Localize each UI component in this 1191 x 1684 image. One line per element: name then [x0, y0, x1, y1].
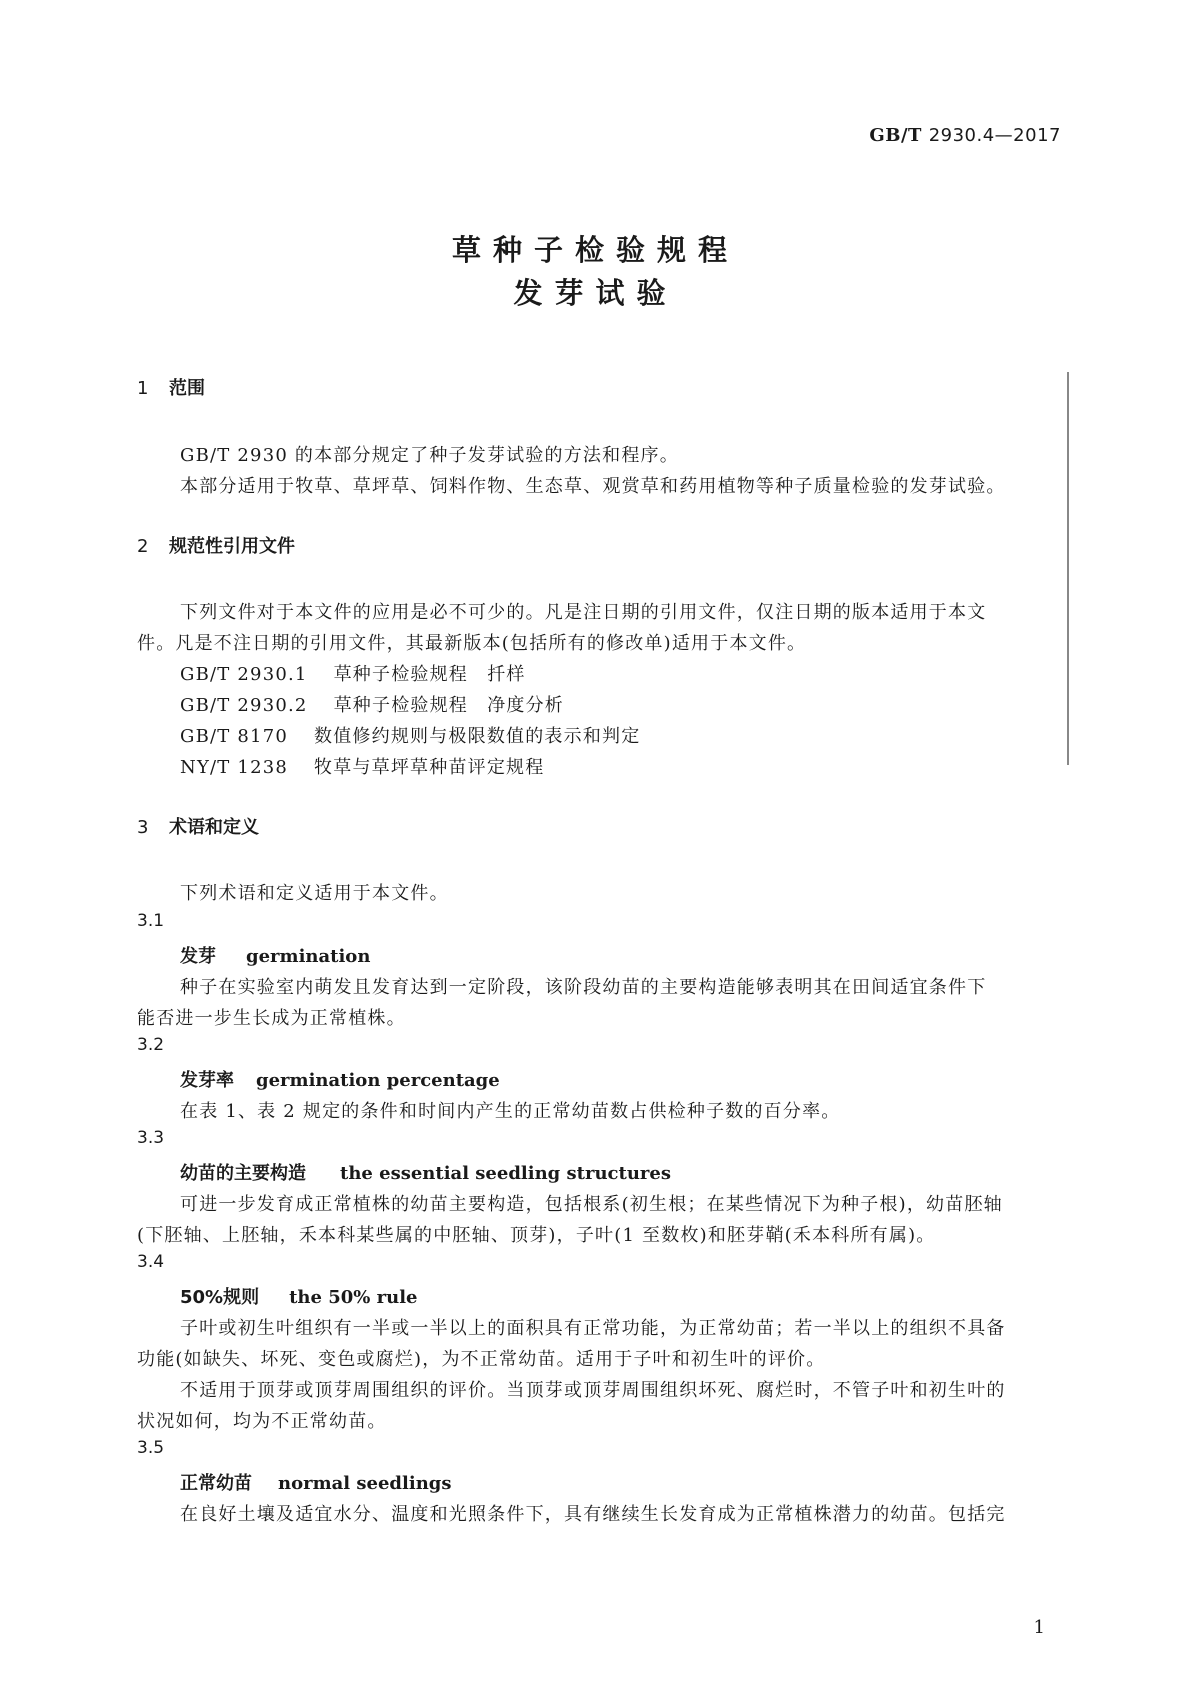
- reference-item: GB/T 2930.1 草种子检验规程 扦样: [180, 664, 526, 685]
- clause-number: 3.1: [137, 911, 165, 931]
- reference-item: GB/T 2930.2 草种子检验规程 净度分析: [180, 695, 564, 716]
- definition: 在表 1、表 2 规定的条件和时间内产生的正常幼苗数占供检种子数的百分率。: [180, 1101, 841, 1122]
- paragraph: GB/T 2930 的本部分规定了种子发芽试验的方法和程序。: [180, 445, 679, 466]
- section-heading-3: 3 术语和定义: [137, 817, 259, 838]
- paragraph: 本部分适用于牧草、草坪草、饲料作物、生态草、观赏草和药用植物等种子质量检验的发芽试验。: [180, 476, 1006, 497]
- definition: 功能(如缺失、坏死、变色或腐烂)，为不正常幼苗。适用于子叶和初生叶的评价。: [137, 1349, 826, 1370]
- section-heading-1: 1 范围: [137, 378, 205, 399]
- clause-number: 3.5: [137, 1438, 165, 1458]
- clause-number: 3.3: [137, 1128, 165, 1148]
- definition: 子叶或初生叶组织有一半或一半以上的面积具有正常功能，为正常幼苗；若一半以上的组织不具备: [180, 1318, 1006, 1339]
- document-subtitle: 发芽试验: [513, 276, 678, 310]
- definition: 可进一步发育成正常植株的幼苗主要构造，包括根系(初生根；在某些情况下为种子根)，幼苗胚轴: [180, 1194, 1003, 1215]
- reference-item: NY/T 1238 牧草与草坪草种苗评定规程: [180, 757, 545, 778]
- clause-number: 3.4: [137, 1252, 165, 1272]
- term-heading: 幼苗的主要构造 the essential seedling structures: [180, 1163, 671, 1184]
- term-heading: 发芽 germination: [180, 946, 371, 967]
- standard-number: GB/T 2930.4—2017: [869, 125, 1061, 146]
- paragraph: 下列文件对于本文件的应用是必不可少的。凡是注日期的引用文件，仅注日期的版本适用于本文: [180, 602, 987, 623]
- definition: 能否进一步生长成为正常植株。: [137, 1008, 406, 1029]
- definition: 在良好土壤及适宜水分、温度和光照条件下，具有继续生长发育成为正常植株潜力的幼苗。包括完: [180, 1504, 1006, 1525]
- reference-item: GB/T 8170 数值修约规则与极限数值的表示和判定: [180, 726, 641, 747]
- section-heading-2: 2 规范性引用文件: [137, 536, 295, 557]
- paragraph: 下列术语和定义适用于本文件。: [180, 883, 449, 904]
- margin-change-bar: [1067, 372, 1069, 765]
- page-number: 1: [1033, 1617, 1045, 1638]
- term-heading: 50%规则 the 50% rule: [180, 1287, 418, 1308]
- clause-number: 3.2: [137, 1035, 165, 1055]
- definition: 不适用于顶芽或顶芽周围组织的评价。当顶芽或顶芽周围组织坏死、腐烂时，不管子叶和初生叶的: [180, 1380, 1006, 1401]
- paragraph: 件。凡是不注日期的引用文件，其最新版本(包括所有的修改单)适用于本文件。: [137, 633, 807, 654]
- document-title: 草种子检验规程: [451, 233, 739, 267]
- definition: (下胚轴、上胚轴，禾本科某些属的中胚轴、顶芽)，子叶(1 至数枚)和胚芽鞘(禾本科所有属)。: [137, 1225, 936, 1246]
- definition: 种子在实验室内萌发且发育达到一定阶段，该阶段幼苗的主要构造能够表明其在田间适宜条件下: [180, 977, 987, 998]
- term-heading: 发芽率 germination percentage: [180, 1070, 500, 1091]
- term-heading: 正常幼苗 normal seedlings: [180, 1473, 452, 1494]
- definition: 状况如何，均为不正常幼苗。: [137, 1411, 387, 1432]
